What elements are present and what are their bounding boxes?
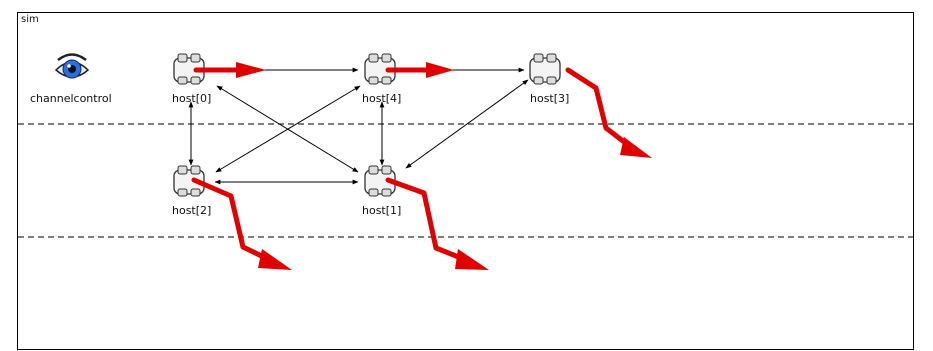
movement-arrowhead-host1 <box>455 249 489 270</box>
host-node-icon[interactable] <box>530 54 560 84</box>
host-label: host[2] <box>172 204 212 217</box>
link-group <box>191 70 528 182</box>
host-label: host[3] <box>530 92 570 105</box>
eye-icon <box>52 50 92 86</box>
host-label: host[0] <box>172 92 212 105</box>
module-title: sim <box>21 14 39 25</box>
channel-control-label: channelcontrol <box>30 92 112 105</box>
host-label: host[1] <box>362 204 402 217</box>
movement-arrowhead-host3 <box>620 137 652 158</box>
movement-arrow-host2 <box>194 180 270 260</box>
movement-arrow-host1 <box>388 180 466 260</box>
movement-arrow-host3 <box>568 70 632 148</box>
movement-arrowhead-host0 <box>236 62 266 78</box>
host-label: host[4] <box>362 92 402 105</box>
movement-arrowhead-host2 <box>258 249 292 270</box>
movement-arrowhead-host4 <box>426 62 454 78</box>
